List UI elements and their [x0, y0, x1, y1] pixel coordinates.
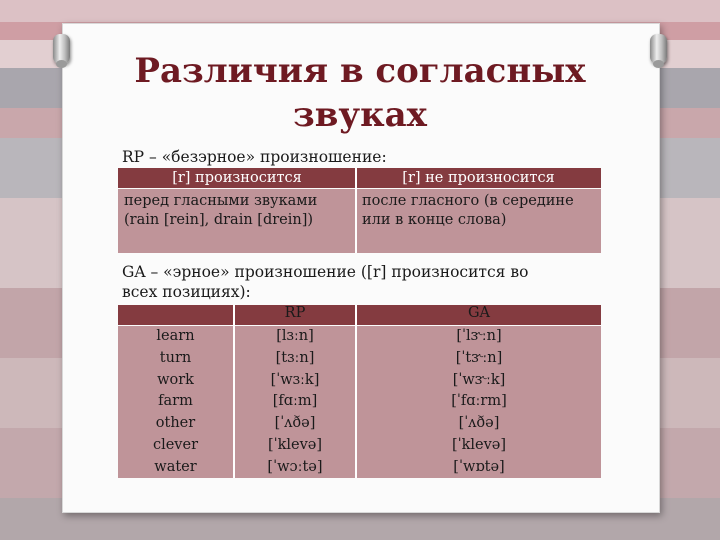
ga-column — [357, 326, 601, 479]
rp-column — [235, 326, 355, 479]
rule-header-rp: [r] произносится — [172, 170, 302, 186]
rp-label: RP – «безэрное» произношение: — [122, 148, 387, 166]
page-title-line1: Различия в согласных — [134, 51, 586, 91]
ga-cell: [ˈfɑːrm] — [451, 393, 507, 410]
rule-right-line: после гласного (в середине — [362, 193, 574, 209]
page-title-line2: звуках — [293, 95, 427, 135]
word-cell: other — [155, 415, 196, 432]
ga-cell: [ˈklevə] — [451, 436, 507, 453]
rp-cell: [ˈklevə] — [267, 436, 323, 453]
compare-header-rp: RP — [284, 305, 306, 321]
word-cell: clever — [152, 436, 199, 453]
ga-cell: [ˈlɝːn] — [456, 328, 502, 344]
rule-right-line: или в конце слова) — [362, 212, 507, 228]
compare-header-ga: GA — [467, 305, 491, 321]
rule-table-header — [118, 168, 601, 188]
rule-left-cell — [124, 192, 317, 230]
word-cell: water — [154, 458, 197, 475]
ga-cell: [ˈwɝːk] — [452, 371, 506, 388]
rule-right-cell — [362, 192, 574, 230]
rp-cell: [lɜːn] — [276, 328, 314, 344]
ga-label-line: всех позициях): — [122, 283, 251, 301]
rule-left-line: (rain [rein], drain [drein]) — [124, 212, 314, 228]
rule-header-no-r: [r] не произносится — [402, 170, 555, 186]
word-cell: farm — [158, 393, 193, 410]
word-cell: turn — [159, 349, 192, 366]
rp-cell: [tɜːn] — [275, 349, 315, 366]
word-cell: learn — [156, 328, 195, 344]
rp-cell: [fɑːm] — [272, 393, 318, 410]
rp-cell: [ˈʌðə] — [274, 415, 316, 432]
word-column — [118, 326, 233, 479]
ga-cell: [ˈtɝːn] — [455, 349, 503, 366]
word-cell: work — [157, 371, 194, 388]
ga-cell: [ˈʌðə] — [458, 415, 500, 432]
rule-table-divider — [355, 168, 357, 253]
ga-cell: [ˈwɒtə] — [453, 458, 505, 475]
rule-left-line: перед гласными звуками — [124, 193, 318, 209]
ga-label — [122, 262, 528, 302]
rp-cell: [ˈwɜːk] — [270, 371, 320, 388]
rp-cell: [ˈwɔːtə] — [267, 458, 323, 475]
ga-label-line: GA – «эрное» произношение ([r] произносится во — [122, 263, 529, 281]
